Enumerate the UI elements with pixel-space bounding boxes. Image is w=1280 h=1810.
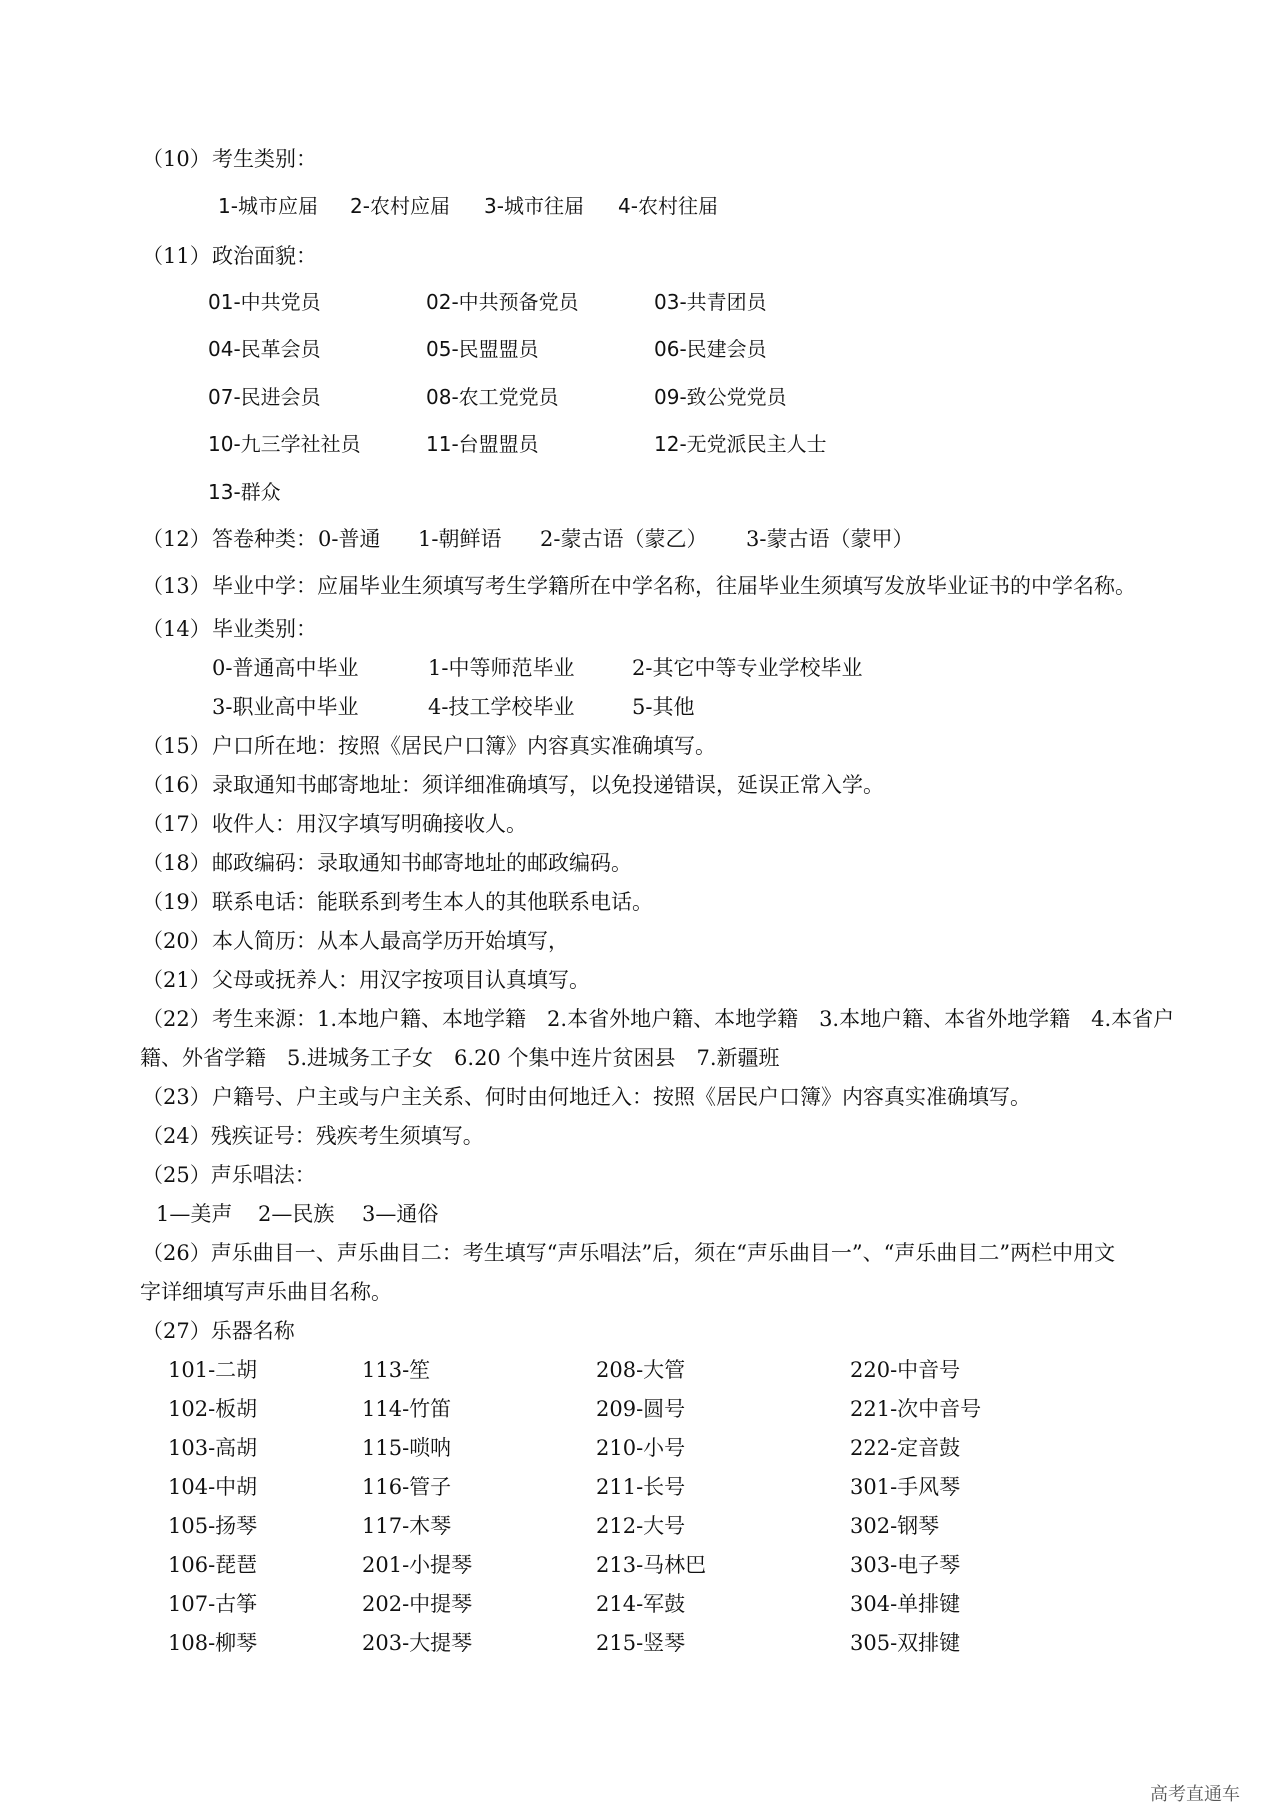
item-10-option: 4-农村往届 <box>618 194 718 218</box>
item-11-option: 06-民建会员 <box>654 337 767 361</box>
item-23-text: 户籍号、户主或与户主关系、何时由何地迁入：按照《居民户口簿》内容真实准确填写。 <box>212 1085 1031 1109</box>
item-20-text: 本人简历：从本人最高学历开始填写， <box>212 929 569 953</box>
item-23-number: （23） <box>142 1085 211 1109</box>
item-27-label: （27）乐器名称 <box>142 1319 295 1343</box>
item-11-option: 12-无党派民主人士 <box>654 432 827 456</box>
item-21-number: （21） <box>142 968 211 992</box>
item-12-option: 0-普通 <box>318 527 381 551</box>
item-14-option: 0-普通高中毕业 <box>212 656 359 680</box>
item-11-option: 01-中共党员 <box>208 290 321 314</box>
item-21-text: 父母或抚养人：用汉字按项目认真填写。 <box>212 968 590 992</box>
item-11-number: （11） <box>142 244 211 268</box>
instrument-item: 213-马林巴 <box>596 1553 707 1577</box>
item-16-number: （16） <box>142 773 211 797</box>
instrument-item: 304-单排键 <box>850 1592 961 1616</box>
item-11-label: 政治面貌： <box>212 244 317 268</box>
instrument-item: 203-大提琴 <box>362 1631 473 1655</box>
item-25-option: 1—美声 <box>156 1202 233 1226</box>
item-10-label: 考生类别： <box>212 147 317 171</box>
item-26-text-line1: （26）声乐曲目一、声乐曲目二：考生填写“声乐唱法”后，须在“声乐曲目一”、“声乐曲目二”两栏中用文 <box>142 1241 1116 1265</box>
instrument-item: 209-圆号 <box>596 1397 686 1421</box>
instrument-item: 116-管子 <box>362 1475 452 1499</box>
instrument-item: 103-高胡 <box>168 1436 258 1460</box>
instrument-item: 113-笙 <box>362 1358 431 1382</box>
item-18-number: （18） <box>142 851 211 875</box>
instrument-item: 214-军鼓 <box>596 1592 686 1616</box>
item-22-text-line2: 籍、外省学籍 5.进城务工子女 6.20 个集中连片贫困县 7.新疆班 <box>140 1046 780 1070</box>
item-13-number: （13） <box>142 574 211 598</box>
item-14-option: 4-技工学校毕业 <box>428 695 575 719</box>
item-15-text: 户口所在地：按照《居民户口簿》内容真实准确填写。 <box>212 734 716 758</box>
item-10-number: （10） <box>142 147 211 171</box>
item-17-text: 收件人：用汉字填写明确接收人。 <box>212 812 527 836</box>
item-12-option: 2-蒙古语（蒙乙） <box>540 527 708 551</box>
item-11-option: 04-民革会员 <box>208 337 321 361</box>
item-11-option: 07-民进会员 <box>208 385 321 409</box>
instrument-item: 222-定音鼓 <box>850 1436 961 1460</box>
instrument-item: 215-竖琴 <box>596 1631 686 1655</box>
instrument-item: 105-扬琴 <box>168 1514 258 1538</box>
instrument-item: 117-木琴 <box>362 1514 452 1538</box>
item-12-number: （12） <box>142 527 211 551</box>
item-17-number: （17） <box>142 812 211 836</box>
item-19-text: 联系电话：能联系到考生本人的其他联系电话。 <box>212 890 653 914</box>
item-14-option: 3-职业高中毕业 <box>212 695 359 719</box>
instrument-item: 201-小提琴 <box>362 1553 473 1577</box>
instrument-item: 202-中提琴 <box>362 1592 473 1616</box>
item-19-number: （19） <box>142 890 211 914</box>
item-11-option: 02-中共预备党员 <box>426 290 579 314</box>
instrument-item: 208-大管 <box>596 1358 686 1382</box>
item-11-option: 03-共青团员 <box>654 290 767 314</box>
item-25-option: 2—民族 <box>258 1202 335 1226</box>
item-11-option: 13-群众 <box>208 480 281 504</box>
item-24-text: （24）残疾证号：残疾考生须填写。 <box>142 1124 484 1148</box>
item-15-number: （15） <box>142 734 211 758</box>
instrument-item: 303-电子琴 <box>850 1553 961 1577</box>
item-14-label: 毕业类别： <box>212 617 317 641</box>
item-11-option: 05-民盟盟员 <box>426 337 539 361</box>
item-11-option: 09-致公党党员 <box>654 385 787 409</box>
instrument-item: 302-钢琴 <box>850 1514 940 1538</box>
item-20-number: （20） <box>142 929 211 953</box>
item-26-text-line2: 字详细填写声乐曲目名称。 <box>140 1280 392 1304</box>
instrument-item: 211-长号 <box>596 1475 686 1499</box>
item-11-option: 08-农工党党员 <box>426 385 559 409</box>
item-10-option: 2-农村应届 <box>350 194 450 218</box>
instrument-item: 210-小号 <box>596 1436 686 1460</box>
item-25-option: 3—通俗 <box>362 1202 439 1226</box>
item-14-number: （14） <box>142 617 211 641</box>
item-10-option: 3-城市往届 <box>484 194 584 218</box>
item-22-number: （22） <box>142 1007 211 1031</box>
item-11-option: 11-台盟盟员 <box>426 432 539 456</box>
item-11-option: 10-九三学社社员 <box>208 432 361 456</box>
item-10-option: 1-城市应届 <box>218 194 318 218</box>
item-14-option: 5-其他 <box>632 695 695 719</box>
item-14-option: 1-中等师范毕业 <box>428 656 575 680</box>
item-12-option: 1-朝鲜语 <box>418 527 502 551</box>
instrument-item: 106-琵琶 <box>168 1553 258 1577</box>
instrument-item: 212-大号 <box>596 1514 686 1538</box>
instrument-item: 104-中胡 <box>168 1475 258 1499</box>
instrument-item: 102-板胡 <box>168 1397 258 1421</box>
item-18-text: 邮政编码：录取通知书邮寄地址的邮政编码。 <box>212 851 632 875</box>
instrument-item: 220-中音号 <box>850 1358 961 1382</box>
instrument-item: 114-竹笛 <box>362 1397 452 1421</box>
item-16-text: 录取通知书邮寄地址：须详细准确填写，以免投递错误，延误正常入学。 <box>212 773 884 797</box>
item-13-text: 毕业中学：应届毕业生须填写考生学籍所在中学名称，往届毕业生须填写发放毕业证书的中学名称。 <box>212 574 1136 598</box>
instrument-item: 115-唢呐 <box>362 1436 452 1460</box>
item-12-option: 3-蒙古语（蒙甲） <box>746 527 914 551</box>
instrument-item: 305-双排键 <box>850 1631 961 1655</box>
item-25-text: （25）声乐唱法： <box>142 1163 316 1187</box>
instrument-item: 301-手风琴 <box>850 1475 961 1499</box>
item-22-text-line1: 考生来源：1.本地户籍、本地学籍 2.本省外地户籍、本地学籍 3.本地户籍、本省外地学籍 4.本省户 <box>212 1007 1175 1031</box>
item-12-label: 答卷种类： <box>212 527 317 551</box>
instrument-item: 221-次中音号 <box>850 1397 982 1421</box>
item-14-option: 2-其它中等专业学校毕业 <box>632 656 863 680</box>
instrument-item: 107-古筝 <box>168 1592 258 1616</box>
instrument-item: 101-二胡 <box>168 1358 258 1382</box>
instrument-item: 108-柳琴 <box>168 1631 258 1655</box>
watermark: 高考直通车 <box>1150 1784 1240 1805</box>
